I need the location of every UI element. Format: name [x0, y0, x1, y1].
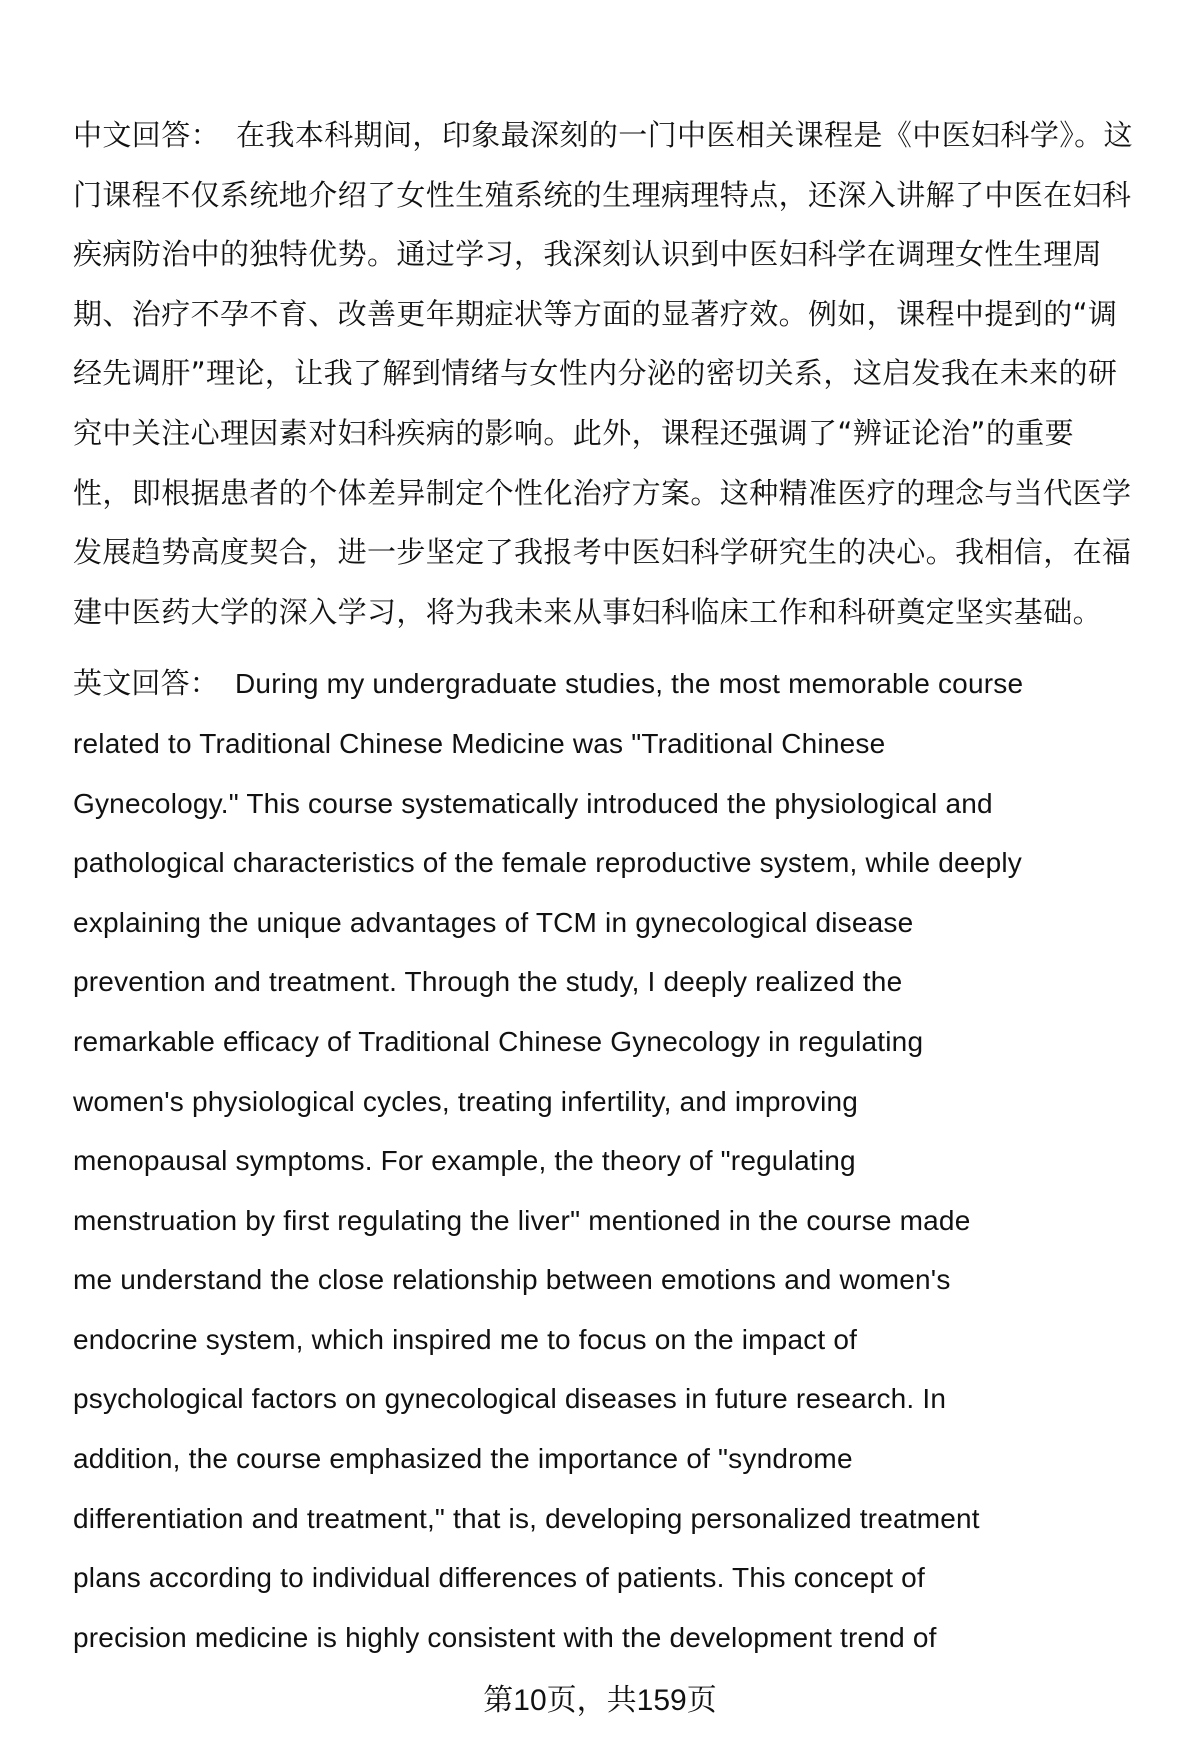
english-answer-label: 英文回答：	[73, 666, 220, 701]
text-line: prevention and treatment. Through the study, I deeply realized the	[73, 966, 903, 998]
text-line: 发展趋势高度契合，进一步坚定了我报考中医妇科学研究生的决心。我相信，在福	[73, 535, 1132, 570]
text-line-content: 在我本科期间，印象最深刻的一门中医相关课程是《中医妇科学》。这	[236, 118, 1133, 152]
english-answer	[73, 654, 1163, 1667]
text-line-content: During my undergraduate studies, the most memorable course	[235, 668, 1024, 700]
chinese-answer	[73, 106, 1163, 642]
text-line: related to Traditional Chinese Medicine was "Traditional Chinese	[73, 727, 886, 759]
text-line: menstruation by first regulating the liver" mentioned in the course made	[73, 1204, 971, 1236]
text-line: remarkable efficacy of Traditional Chinese Gynecology in regulating	[73, 1025, 924, 1057]
text-line: 建中医药大学的深入学习，将为我未来从事妇科临床工作和科研奠定坚实基础。	[73, 594, 1103, 629]
text-line: 性，即根据患者的个体差异制定个性化治疗方案。这种精准医疗的理念与当代医学	[73, 475, 1132, 510]
text-line: addition, the course emphasized the importance of "syndrome	[73, 1443, 853, 1475]
text-line: psychological factors on gynecological diseases in future research. In	[73, 1383, 947, 1415]
chinese-answer-label: 中文回答：	[73, 118, 221, 152]
text-line: me understand the close relationship between emotions and women's	[73, 1264, 951, 1296]
text-line: explaining the unique advantages of TCM in gynecological disease	[73, 906, 914, 938]
document-body	[73, 106, 1163, 1679]
text-line: plans according to individual differences of patients. This concept of	[73, 1562, 925, 1594]
text-line: Gynecology." This course systematically introduced the physiological and	[73, 787, 993, 819]
text-line: 期、治疗不孕不育、改善更年期症状等方面的显著疗效。例如，课程中提到的“调	[73, 296, 1118, 331]
text-line: 经先调肝”理论，让我了解到情绪与女性内分泌的密切关系，这启发我在未来的研	[73, 356, 1118, 391]
text-line: pathological characteristics of the female reproductive system, while deeply	[73, 847, 1022, 879]
text-line: 门课程不仅系统地介绍了女性生殖系统的生理病理特点，还深入讲解了中医在妇科	[73, 177, 1132, 212]
page-indicator: 第10页，共159页	[483, 1684, 717, 1717]
text-line: 究中关注心理因素对妇科疾病的影响。此外，课程还强调了“辨证论治”的重要	[73, 415, 1075, 450]
text-line: precision medicine is highly consistent with the development trend of	[73, 1621, 937, 1653]
text-line: 疾病防治中的独特优势。通过学习，我深刻认识到中医妇科学在调理女性生理周	[73, 237, 1103, 272]
text-line	[73, 106, 1163, 166]
text-line: differentiation and treatment," that is, developing personalized treatment	[73, 1502, 980, 1534]
text-line	[73, 654, 1163, 714]
text-line: endocrine system, which inspired me to focus on the impact of	[73, 1323, 858, 1355]
text-line: women's physiological cycles, treating infertility, and improving	[73, 1085, 859, 1117]
text-line: menopausal symptoms. For example, the theory of "regulating	[73, 1145, 856, 1177]
